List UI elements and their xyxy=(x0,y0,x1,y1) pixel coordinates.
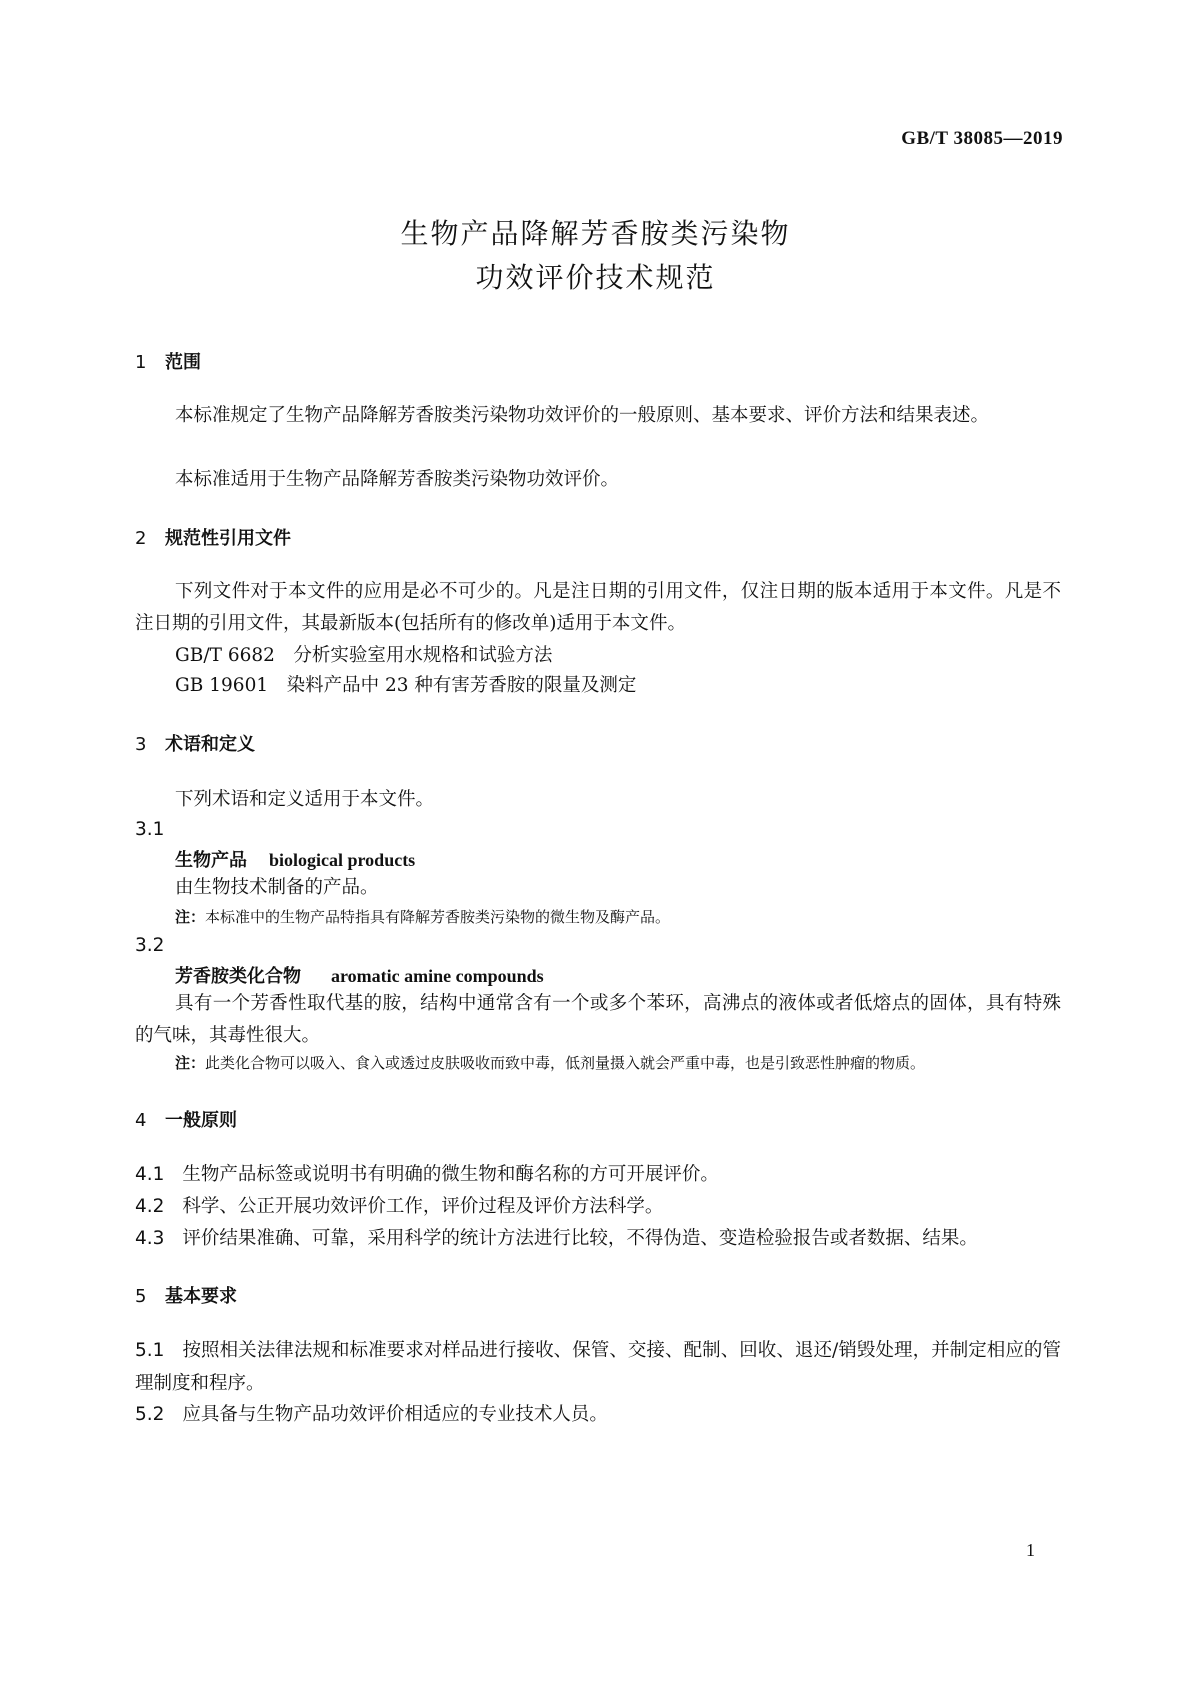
section-title: 基本要求 xyxy=(165,1286,237,1307)
clause-text: 科学、公正开展功效评价工作，评价过程及评价方法科学。 xyxy=(182,1196,664,1217)
section-number: 2 xyxy=(135,528,147,549)
section-5-heading xyxy=(135,1282,237,1308)
section-number: 3 xyxy=(135,734,147,755)
clause-text: 评价结果准确、可靠，采用科学的统计方法进行比较，不得伪造、变造检验报告或者数据、结果。 xyxy=(182,1228,978,1249)
clause-4-3 xyxy=(135,1222,1061,1255)
term-definition: 由生物技术制备的产品。 xyxy=(175,877,379,898)
section-number: 5 xyxy=(135,1286,147,1307)
clause-text: 按照相关法律法规和标准要求对样品进行接收、保管、交接、配制、回收、退还/销毁处理，并制定相应的管理制度和程序。 xyxy=(135,1340,1061,1394)
section-title: 范围 xyxy=(165,352,201,373)
section-title: 规范性引用文件 xyxy=(165,528,291,549)
clause-text: 应具备与生物产品功效评价相适应的专业技术人员。 xyxy=(182,1404,608,1425)
term-biological-products xyxy=(175,846,415,872)
clause-4-1 xyxy=(135,1158,1061,1191)
clause-5-2 xyxy=(135,1398,1061,1431)
document-title-line-2: 功效评价技术规范 xyxy=(475,261,716,294)
section-2-heading xyxy=(135,524,291,550)
note-text: 本标准中的生物产品特指具有降解芳香胺类污染物的微生物及酶产品。 xyxy=(205,908,671,926)
clause-5-1 xyxy=(135,1334,1061,1400)
section-title: 一般原则 xyxy=(165,1110,237,1131)
clause-text: 生物产品标签或说明书有明确的微生物和酶名称的方可开展评价。 xyxy=(182,1164,719,1185)
scope-paragraph-1: 本标准规定了生物产品降解芳香胺类污染物功效评价的一般原则、基本要求、评价方法和结果表述。 xyxy=(175,405,990,426)
clause-number: 5.1 xyxy=(135,1340,165,1361)
note-label: 注： xyxy=(175,908,206,926)
document-title-line-1: 生物产品降解芳香胺类污染物 xyxy=(400,217,791,250)
term-definition: 具有一个芳香性取代基的胺，结构中通常含有一个或多个苯环，高沸点的液体或者低熔点的固体，具有特殊的气味，其毒性很大。 xyxy=(135,993,1061,1046)
term-number: 3.2 xyxy=(135,935,165,956)
term-note xyxy=(175,906,670,927)
reference-gb-19601: GB 19601 染料产品中 23 种有害芳香胺的限量及测定 xyxy=(175,675,637,696)
clause-number: 4.2 xyxy=(135,1196,165,1217)
note-text: 此类化合物可以吸入、食入或透过皮肤吸收而致中毒，低剂量摄入就会严重中毒，也是引致恶性肿瘤的物质。 xyxy=(205,1054,926,1072)
term-chinese: 芳香胺类化合物 xyxy=(175,966,301,987)
scope-paragraph-2: 本标准适用于生物产品降解芳香胺类污染物功效评价。 xyxy=(175,469,620,490)
note-label: 注： xyxy=(175,1054,206,1072)
term-note xyxy=(175,1052,925,1073)
clause-number: 4.3 xyxy=(135,1228,165,1249)
clause-4-2 xyxy=(135,1190,1061,1223)
clause-number: 4.1 xyxy=(135,1164,165,1185)
reference-gbt-6682: GB/T 6682 分析实验室用水规格和试验方法 xyxy=(175,645,553,666)
term-english: biological products xyxy=(269,850,416,870)
section-number: 1 xyxy=(135,352,147,373)
section-3-heading xyxy=(135,730,255,756)
term-chinese: 生物产品 xyxy=(175,850,247,871)
page-number: 1 xyxy=(1026,1540,1035,1560)
section-title: 术语和定义 xyxy=(165,734,255,755)
normative-references-paragraph: 下列文件对于本文件的应用是必不可少的。凡是注日期的引用文件，仅注日期的版本适用于本文件。凡是不注日期的引用文件，其最新版本(包括所有的修改单)适用于本文件。 xyxy=(135,581,1061,634)
terms-intro: 下列术语和定义适用于本文件。 xyxy=(175,789,435,810)
term-english: aromatic amine compounds xyxy=(331,966,544,986)
term-number: 3.1 xyxy=(135,819,165,840)
section-number: 4 xyxy=(135,1110,147,1131)
clause-number: 5.2 xyxy=(135,1404,165,1425)
section-1-heading xyxy=(135,348,201,374)
standard-code: GB/T 38085—2019 xyxy=(901,128,1063,149)
section-4-heading xyxy=(135,1106,237,1132)
term-aromatic-amine-compounds xyxy=(175,962,544,988)
